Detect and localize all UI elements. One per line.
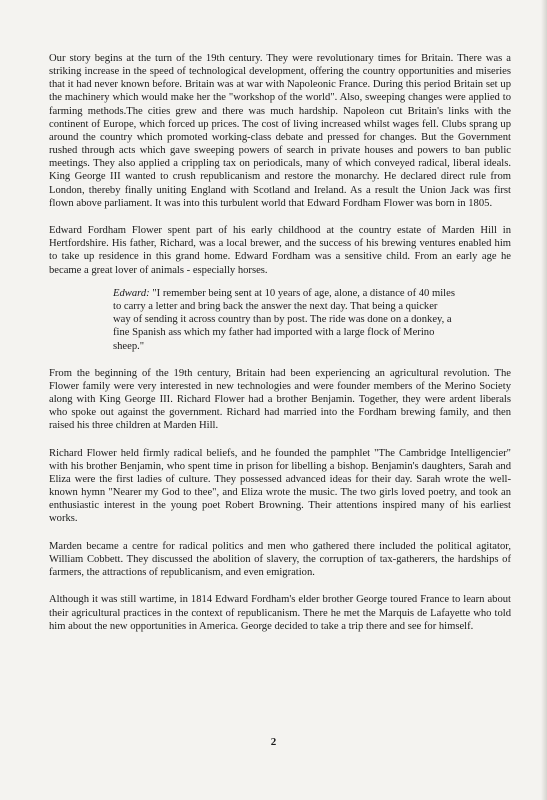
scan-edge-shadow <box>541 0 547 800</box>
paragraph-intro: Our story begins at the turn of the 19th century. They were revolutionary times for Britain. There was a striking increase in the speed of technological development, offering the country opportunities and miseries that it had never known before. Britain was at war with Napoleonic France. During this period Britain set up the machinery which would make her the "workshop of the world". Also, sweeping changes were applied to farming methods.The cities grew and there was much hardship. Napoleon cut Britain's links with the continent of Europe, which forced up prices. The cost of living increased whilst wages fell. Clubs sprang up around the country which promoted working-class debate and pressed for changes. But the Government rushed through acts which gave sweeping powers of search in private houses and powers to ban public meetings. They also applied a crippling tax on periodicals, many of which conveyed radical, liberal ideals. King George III wanted to crush republicanism and restore the monarchy. He declared direct rule from London, thereby finally uniting England with Scotland and Ireland. As a result the Union Jack was first flown above parliament. It was into this turbulent world that Edward Fordham Flower was born in 1805. <box>49 53 511 209</box>
quote-text: "I remember being sent at 10 years of age, alone, a distance of 40 miles to carry a letter and bring back the answer the next day. That being a quicker way of sending it across country than by post. The ride was done on a donkey, a fine Spanish ass which my father had imported with a large flock of Merino sheep." <box>113 287 455 352</box>
quote-speaker: Edward: <box>113 287 150 299</box>
paragraph-childhood: Edward Fordham Flower spent part of his early childhood at the country estate of Marden Hill in Hertfordshire. His father, Richard, was a local brewer, and the success of his brewing ventures enabled him to take up residence in this grand home. Edward Fordham was a sensitive child. From an early age he became a great lover of animals - especially horses. <box>49 225 511 276</box>
paragraph-george-france: Although it was still wartime, in 1814 Edward Fordham's elder brother George toured France to learn about their agricultural practices in the context of republicanism. There he met the Marquis de Lafayette who told him about the new opportunities in America. George decided to take a trip there and see for himself. <box>49 594 511 632</box>
edward-quote <box>113 287 455 353</box>
page-number: 2 <box>270 736 277 748</box>
paragraph-agriculture: From the beginning of the 19th century, Britain had been experiencing an agricultural revolution. The Flower family were very interested in new technologies and were founder members of the Merino Society along with King George III. Richard Flower had a brother Benjamin. Together, they were ardent liberals who spoke out against the government. Richard had married into the Fordham brewing family, and then raised his three children at Marden Hill. <box>49 367 511 432</box>
paragraph-radical-beliefs: Richard Flower held firmly radical beliefs, and he founded the pamphlet "The Cambridge Intelligencier" with his brother Benjamin, who spent time in prison for libelling a bishop. Benjamin's daughters, Sarah and Eliza were the first ladies of culture. They possessed advanced ideas for their day. Sarah wrote the well-known hymn "Nearer my God to thee", and Eliza wrote the music. The two girls loved poetry, and took an enthusiastic interest in the young poet Robert Browning. Their attentions inspired many of his earliest works. <box>49 447 511 525</box>
paragraph-marden-politics: Marden became a centre for radical politics and men who gathered there included the political agitator, William Cobbett. They discussed the abolition of slavery, the corruption of tax-gatherers, the hardships of farmers, the attractions of republicanism, and even emigration. <box>49 540 511 579</box>
